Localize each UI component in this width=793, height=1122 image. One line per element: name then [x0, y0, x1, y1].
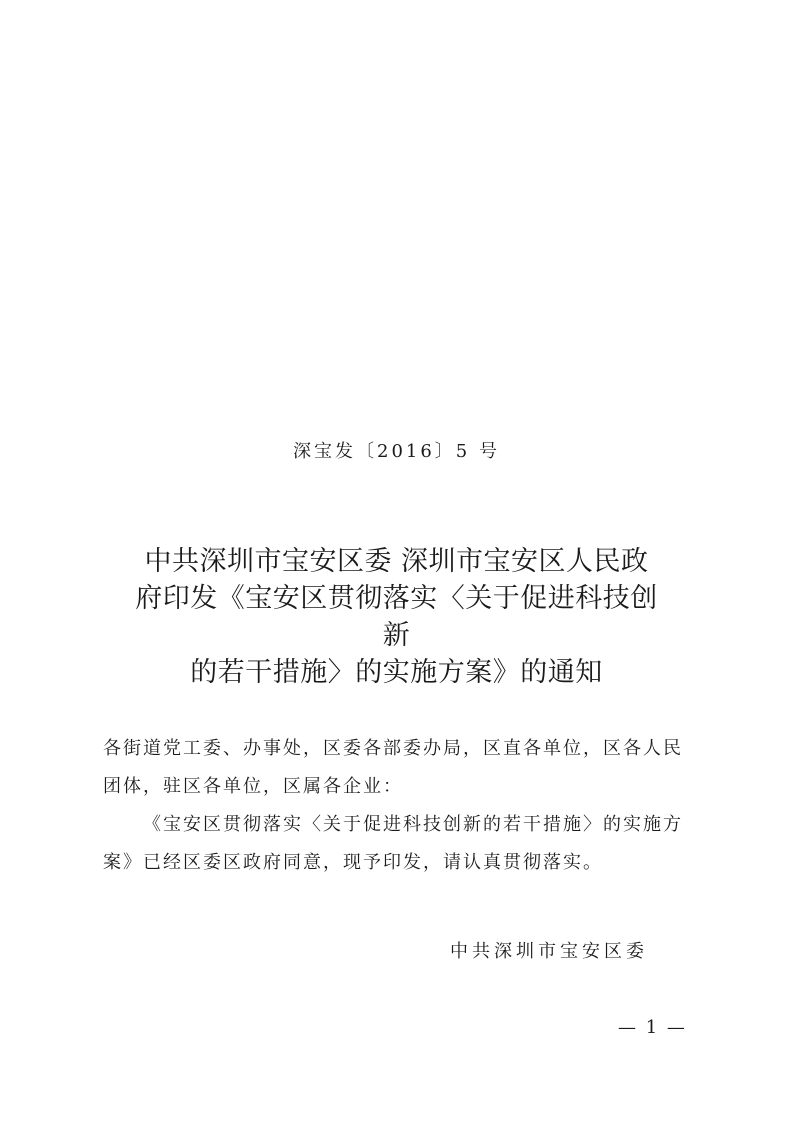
title-line-2: 府印发《宝安区贯彻落实〈关于促进科技创 — [135, 583, 658, 614]
body-paragraph: 《宝安区贯彻落实〈关于促进科技创新的若干措施〉的实施方案》已经区委区政府同意，现予印发，请认真贯彻落实。 — [103, 814, 683, 873]
addressees-paragraph: 各街道党工委、办事处，区委各部委办局，区直各单位，区各人民团体，驻区各单位，区属各企业： — [103, 738, 683, 797]
title-line-3: 新 — [382, 620, 411, 651]
document-body — [103, 730, 695, 882]
title-line-1: 中共深圳市宝安区委 深圳市宝安区人民政 — [144, 546, 649, 577]
document-number: 深宝发〔2016〕5 号 — [293, 441, 500, 462]
document-title — [100, 543, 693, 691]
signature: 中共深圳市宝安区委 — [450, 941, 648, 962]
title-line-4: 的若干措施〉的实施方案》的通知 — [190, 657, 603, 688]
page-number: — 1 — — [618, 1017, 687, 1038]
